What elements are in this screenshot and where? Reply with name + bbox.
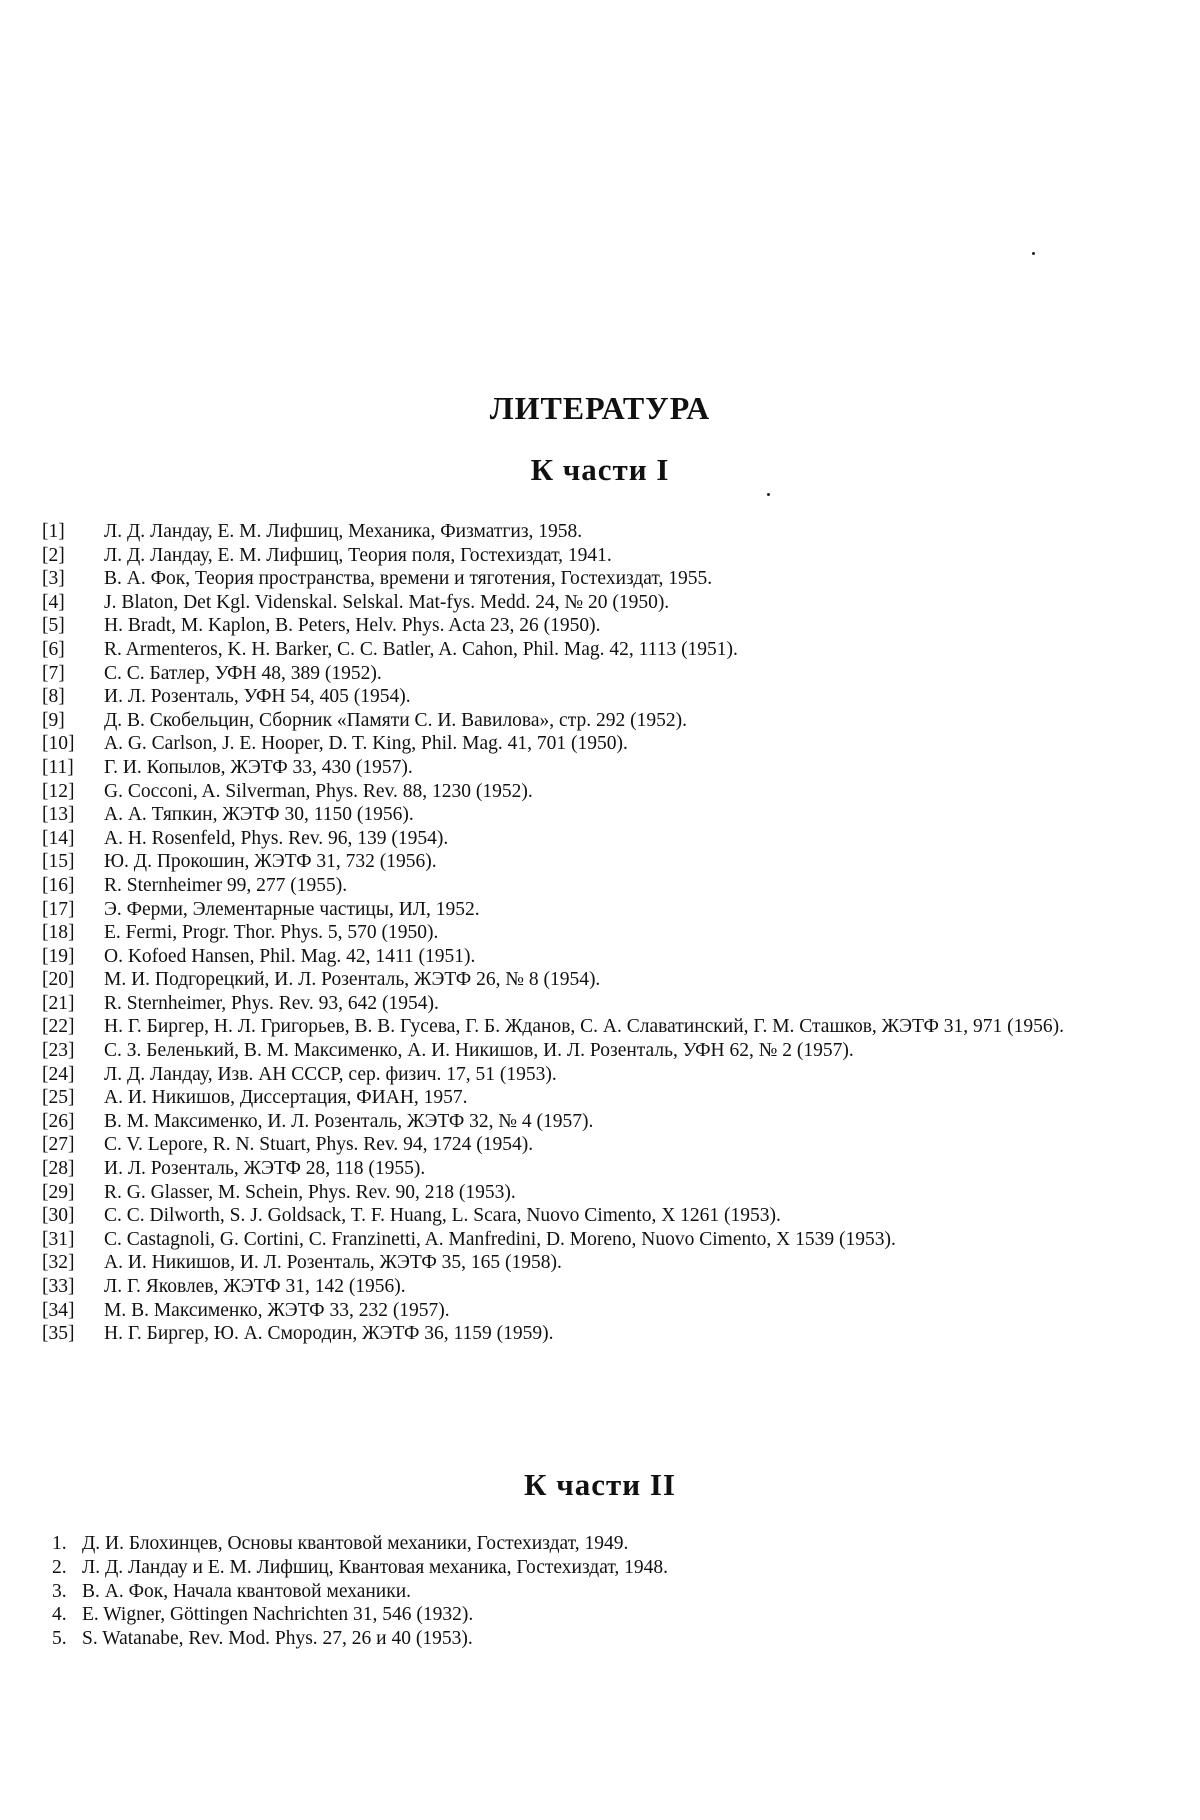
reference-text: R. Sternheimer, Phys. Rev. 93, 642 (1954). [104,992,439,1014]
reference-number: [34] [42,1299,75,1321]
reference-number: [10] [42,733,75,755]
reference-item [42,1299,1172,1323]
reference-text: А. И. Никишов, И. Л. Розенталь, ЖЭТФ 35, 165 (1958). [104,1252,562,1274]
reference-number: [25] [42,1087,75,1109]
part1-reference-list [42,520,1172,1346]
reference-number: [13] [42,804,75,826]
reference-item [42,803,1172,827]
reference-number: [22] [42,1016,75,1038]
reference-text: М. И. Подгорецкий, И. Л. Розенталь, ЖЭТФ 26, № 8 (1954). [104,969,601,991]
reference-number: [15] [42,851,75,873]
reference-number: [9] [42,709,65,731]
reference-item [42,756,1172,780]
reference-text: В. М. Максименко, И. Л. Розенталь, ЖЭТФ 32, № 4 (1957). [104,1110,594,1132]
part1-heading: К части I [530,452,670,487]
reference-text: И. Л. Розенталь, УФН 54, 405 (1954). [104,686,411,708]
reference-number: [30] [42,1205,75,1227]
reference-item [52,1580,1172,1604]
reference-item [42,1181,1172,1205]
reference-item [52,1603,1172,1627]
reference-item [42,709,1172,733]
reference-item [42,921,1172,945]
reference-text: G. Cocconi, A. Silverman, Phys. Rev. 88, 1230 (1952). [104,780,533,802]
reference-item [42,1086,1172,1110]
reference-text: С. З. Беленький, В. М. Максименко, А. И. Никишов, И. Л. Розенталь, УФН 62, № 2 (1957). [104,1040,854,1062]
reference-number: [33] [42,1276,75,1297]
reference-item [42,827,1172,851]
reference-number: 5. [52,1628,67,1650]
reference-number: [14] [42,827,75,849]
reference-number: [4] [42,591,65,613]
reference-item [42,732,1172,756]
reference-text: Л. Д. Ландау, Изв. АН СССР, сер. физич. 17, 51 (1953). [104,1063,557,1085]
reference-text: А. А. Тяпкин, ЖЭТФ 30, 1150 (1956). [104,804,414,826]
reference-item [42,780,1172,804]
reference-text: И. Л. Розенталь, ЖЭТФ 28, 118 (1955). [104,1158,426,1180]
reference-number: [26] [42,1110,75,1132]
reference-text: Ю. Д. Прокошин, ЖЭТФ 31, 732 (1956). [104,851,437,873]
reference-text: Н. Г. Биргер, Ю. А. Смородин, ЖЭТФ 36, 1159 (1959). [104,1323,554,1345]
reference-number: [23] [42,1040,75,1062]
reference-item [42,1228,1172,1252]
reference-text: Г. И. Копылов, ЖЭТФ 33, 430 (1957). [104,756,413,778]
reference-number: [11] [42,756,74,778]
reference-number: 3. [52,1580,67,1602]
reference-item [42,591,1172,615]
reference-item [42,614,1172,638]
reference-number: 1. [52,1533,67,1554]
reference-number: [24] [42,1063,75,1085]
reference-number: 4. [52,1604,67,1626]
reference-number: [6] [42,638,65,660]
reference-item [52,1532,1172,1556]
reference-text: O. Kofoed Hansen, Phil. Mag. 42, 1411 (1951). [104,945,476,967]
reference-text: Л. Д. Ландау, Е. М. Лифшиц, Теория поля, Гостехиздат, 1941. [104,544,612,566]
reference-item [42,898,1172,922]
reference-item [42,1157,1172,1181]
reference-text: А. И. Никишов, Диссертация, ФИАН, 1957. [104,1087,468,1109]
reference-number: [7] [42,662,65,684]
reference-number: [1] [42,521,65,542]
part2-heading: К части II [524,1467,676,1502]
reference-item [42,638,1172,662]
page-title: ЛИТЕРАТУРА [489,390,711,426]
reference-item [42,1204,1172,1228]
reference-item [42,1110,1172,1134]
reference-item [42,685,1172,709]
reference-item [42,662,1172,686]
reference-number: 2. [52,1556,67,1578]
reference-number: [5] [42,615,65,637]
reference-text: A. G. Carlson, J. E. Hooper, D. T. King, Phil. Mag. 41, 701 (1950). [104,733,628,755]
reference-number: [28] [42,1158,75,1180]
reference-item [42,1015,1172,1039]
reference-text: A. H. Rosenfeld, Phys. Rev. 96, 139 (1954). [104,827,449,849]
reference-text: C. C. Dilworth, S. J. Goldsack, T. F. Huang, L. Scara, Nuovo Cimento, X 1261 (1953). [104,1205,781,1227]
reference-text: Л. Г. Яковлев, ЖЭТФ 31, 142 (1956). [104,1276,406,1297]
reference-text: C. Castagnoli, G. Cortini, C. Franzinetti, A. Manfredini, D. Moreno, Nuovo Cimento, X 1539 (1953). [104,1228,896,1250]
reference-text: Н. Г. Биргер, Н. Л. Григорьев, В. В. Гусева, Г. Б. Жданов, С. А. Славатинский, Г. М. Сташков, ЖЭТФ 31, 971 (1956). [104,1016,1065,1038]
reference-text: E. Fermi, Progr. Thor. Phys. 5, 570 (1950). [104,922,439,944]
reference-item [42,945,1172,969]
reference-number: [32] [42,1252,75,1274]
reference-number: [18] [42,922,75,944]
reference-text: В. А. Фок, Теория пространства, времени и тяготения, Гостехиздат, 1955. [104,568,713,590]
reference-text: R. Armenteros, K. H. Barker, C. C. Batler, A. Cahon, Phil. Mag. 42, 1113 (1951). [104,638,738,660]
speck [1032,252,1035,255]
reference-number: [27] [42,1134,75,1156]
reference-item [42,1322,1172,1346]
reference-number: [20] [42,969,75,991]
reference-item [42,567,1172,591]
reference-text: Л. Д. Ландау, Е. М. Лифшиц, Механика, Физматгиз, 1958. [104,521,583,542]
reference-item [42,520,1172,544]
reference-item [42,1275,1172,1299]
reference-number: [12] [42,780,75,802]
reference-item [42,544,1172,568]
reference-number: [35] [42,1323,75,1345]
reference-text: R. G. Glasser, M. Schein, Phys. Rev. 90, 218 (1953). [104,1181,516,1203]
reference-item [52,1556,1172,1580]
reference-number: [19] [42,945,75,967]
reference-text: J. Blaton, Det Kgl. Videnskal. Selskal. Mat-fys. Medd. 24, № 20 (1950). [104,591,670,613]
reference-item [42,992,1172,1016]
reference-text: В. А. Фок, Начала квантовой механики. [82,1580,412,1602]
reference-text: C. V. Lepore, R. N. Stuart, Phys. Rev. 94, 1724 (1954). [104,1134,534,1156]
reference-number: [16] [42,874,75,896]
part2-reference-list [52,1532,1172,1651]
reference-item [42,1133,1172,1157]
reference-number: [17] [42,898,75,920]
reference-text: Д. В. Скобельцин, Сборник «Памяти С. И. Вавилова», стр. 292 (1952). [104,709,687,731]
speck [767,493,770,496]
reference-number: [3] [42,568,65,590]
reference-text: М. В. Максименко, ЖЭТФ 33, 232 (1957). [104,1299,450,1321]
reference-item [42,850,1172,874]
reference-text: E. Wigner, Göttingen Nachrichten 31, 546 (1932). [82,1604,474,1626]
reference-item [42,1039,1172,1063]
reference-item [52,1627,1172,1651]
reference-item [42,1063,1172,1087]
reference-item [42,1251,1172,1275]
reference-text: S. Watanabe, Rev. Mod. Phys. 27, 26 и 40 (1953). [82,1628,473,1650]
reference-number: [29] [42,1181,75,1203]
reference-text: Д. И. Блохинцев, Основы квантовой механики, Гостехиздат, 1949. [82,1533,629,1554]
reference-text: С. С. Батлер, УФН 48, 389 (1952). [104,662,382,684]
reference-text: Л. Д. Ландау и Е. М. Лифшиц, Квантовая механика, Гостехиздат, 1948. [82,1556,669,1578]
reference-number: [8] [42,686,65,708]
reference-item [42,874,1172,898]
reference-item [42,968,1172,992]
reference-number: [21] [42,992,75,1014]
reference-number: [2] [42,544,65,566]
reference-number: [31] [42,1228,75,1250]
reference-text: R. Sternheimer 99, 277 (1955). [104,874,348,896]
reference-text: H. Bradt, M. Kaplon, B. Peters, Helv. Phys. Acta 23, 26 (1950). [104,615,601,637]
reference-text: Э. Ферми, Элементарные частицы, ИЛ, 1952. [104,898,480,920]
